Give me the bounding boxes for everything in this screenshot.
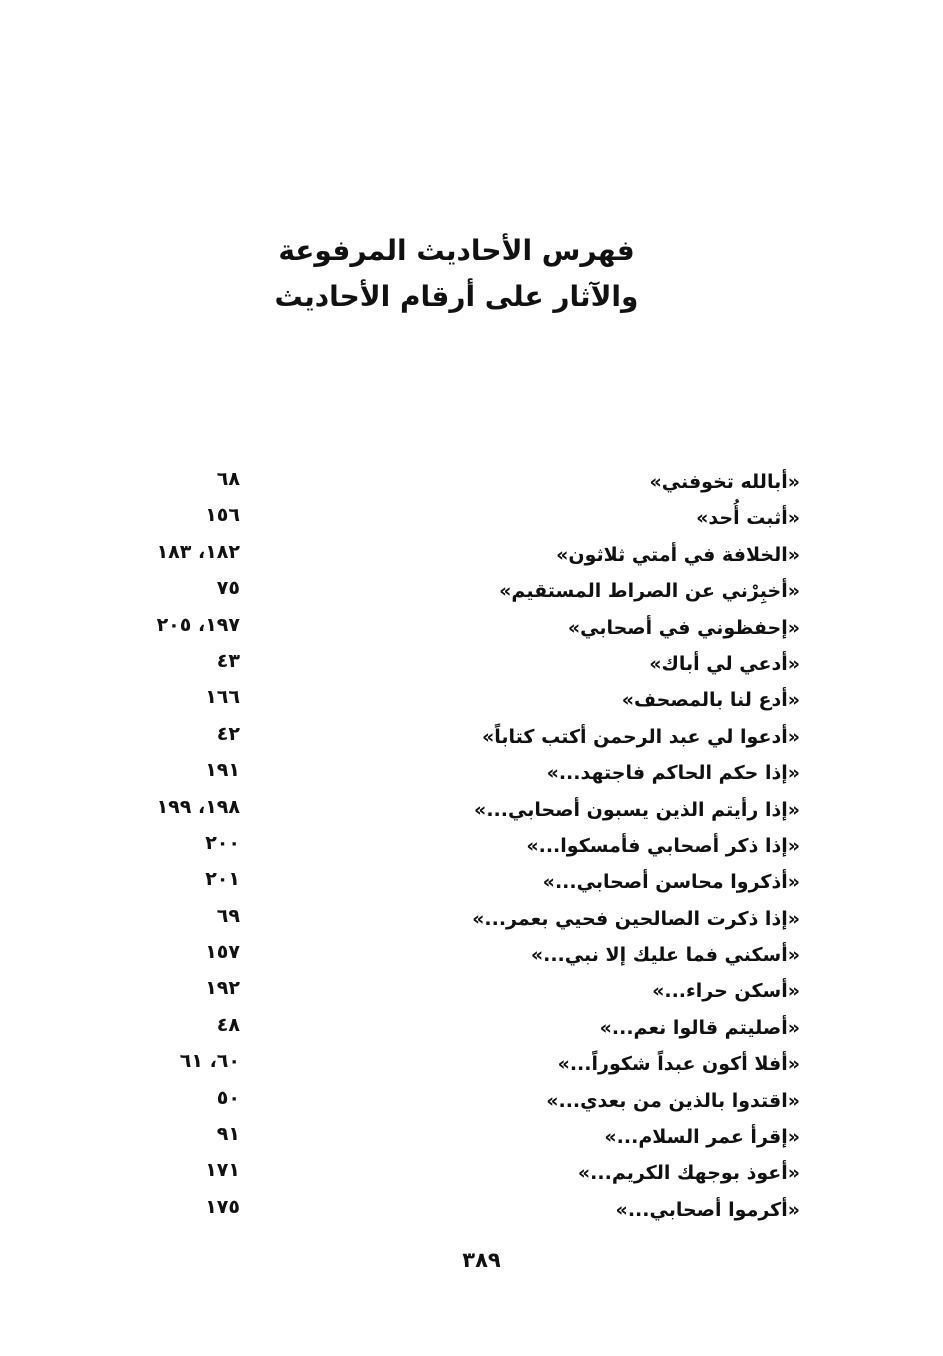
- hadith-text: «أدع لنا بالمصحف»: [621, 689, 800, 712]
- hadith-reference-numbers: ١٦٦: [205, 686, 240, 709]
- index-entry: [120, 681, 800, 717]
- hadith-text: «أدعوا لي عبد الرحمن أكتب كتاباً»: [482, 725, 800, 748]
- index-entry: [120, 536, 800, 572]
- hadith-reference-numbers: ٩١: [216, 1123, 240, 1146]
- index-entry: [120, 936, 800, 972]
- index-entry: [120, 645, 800, 681]
- index-entry: [120, 1045, 800, 1081]
- hadith-reference-numbers: ٥٠: [216, 1086, 240, 1109]
- hadith-text: «أخبِرْني عن الصراط المستقيم»: [499, 580, 800, 603]
- page-number: ٣٨٩: [462, 1248, 501, 1272]
- hadith-reference-numbers: ٢٠١: [205, 868, 240, 891]
- hadith-text: «الخلافة في أمتي ثلاثون»: [556, 543, 800, 566]
- hadith-text: «أسكني فما عليك إلا نبي...»: [530, 944, 800, 967]
- title-line-2: والآثار على أرقام الأحاديث: [274, 280, 639, 313]
- hadith-reference-numbers: ١٥٧: [205, 941, 240, 964]
- hadith-reference-numbers: ١٩٧، ٢٠٥: [156, 613, 240, 636]
- hadith-text: «أصليتم قالوا نعم...»: [599, 1016, 800, 1039]
- index-title: [0, 228, 943, 320]
- index-entry: [120, 972, 800, 1008]
- hadith-text: «اقتدوا بالذين من بعدي...»: [546, 1089, 800, 1112]
- index-entry: [120, 900, 800, 936]
- hadith-text: «إحفظوني في أصحابي»: [567, 616, 800, 639]
- hadith-text: «أدعي لي أباك»: [649, 652, 800, 675]
- hadith-reference-numbers: ١٥٦: [205, 504, 240, 527]
- hadith-reference-numbers: ٦٩: [216, 904, 240, 927]
- index-entry: [120, 1154, 800, 1190]
- hadith-reference-numbers: ٤٨: [216, 1013, 240, 1036]
- hadith-reference-numbers: ١٩٢: [205, 977, 240, 1000]
- index-entry: [120, 863, 800, 899]
- hadith-reference-numbers: ٧٥: [216, 577, 240, 600]
- index-entry: [120, 1191, 800, 1227]
- index-entry: [120, 572, 800, 608]
- hadith-text: «أذكروا محاسن أصحابي...»: [542, 871, 800, 894]
- hadith-text: «أثبت أُحد»: [696, 507, 800, 530]
- hadith-text: «أسكن حراء...»: [652, 980, 800, 1003]
- index-entry: [120, 754, 800, 790]
- hadith-text: «أكرموا أصحابي...»: [615, 1198, 800, 1221]
- hadith-reference-numbers: ٦٨: [216, 468, 240, 490]
- hadith-text: «أعوذ بوجهك الكريم...»: [577, 1162, 800, 1185]
- title-line-1: فهرس الأحاديث المرفوعة: [278, 234, 635, 267]
- hadith-text: «أفلا أكون عبداً شكوراً...»: [557, 1053, 800, 1076]
- index-entry: [120, 1118, 800, 1154]
- hadith-index-list: [120, 463, 800, 1227]
- hadith-text: «أبالله تخوفني»: [649, 471, 800, 493]
- hadith-text: «إذا ذكرت الصالحين فحيي بعمر...»: [472, 907, 800, 930]
- hadith-reference-numbers: ١٧١: [205, 1159, 240, 1182]
- hadith-reference-numbers: ٢٠٠: [205, 831, 240, 854]
- hadith-reference-numbers: ٤٣: [216, 649, 240, 672]
- hadith-reference-numbers: ١٩٨، ١٩٩: [156, 795, 240, 818]
- index-entry: [120, 1009, 800, 1045]
- index-entry: [120, 791, 800, 827]
- index-entry: [120, 463, 800, 499]
- index-entry: [120, 499, 800, 535]
- index-entry: [120, 1082, 800, 1118]
- hadith-text: «إقرأ عمر السلام...»: [604, 1126, 800, 1149]
- hadith-reference-numbers: ٤٢: [216, 722, 240, 745]
- hadith-reference-numbers: ١٩١: [205, 759, 240, 782]
- hadith-text: «إذا حكم الحاكم فاجتهد...»: [546, 762, 800, 785]
- hadith-reference-numbers: ٦٠، ٦١: [179, 1050, 240, 1073]
- index-entry: [120, 827, 800, 863]
- hadith-reference-numbers: ١٨٢، ١٨٣: [156, 540, 240, 563]
- hadith-text: «إذا ذكر أصحابي فأمسكوا...»: [526, 834, 800, 857]
- index-entry: [120, 609, 800, 645]
- hadith-text: «إذا رأيتم الذين يسبون أصحابي...»: [474, 798, 800, 821]
- hadith-reference-numbers: ١٧٥: [205, 1195, 240, 1218]
- index-entry: [120, 718, 800, 754]
